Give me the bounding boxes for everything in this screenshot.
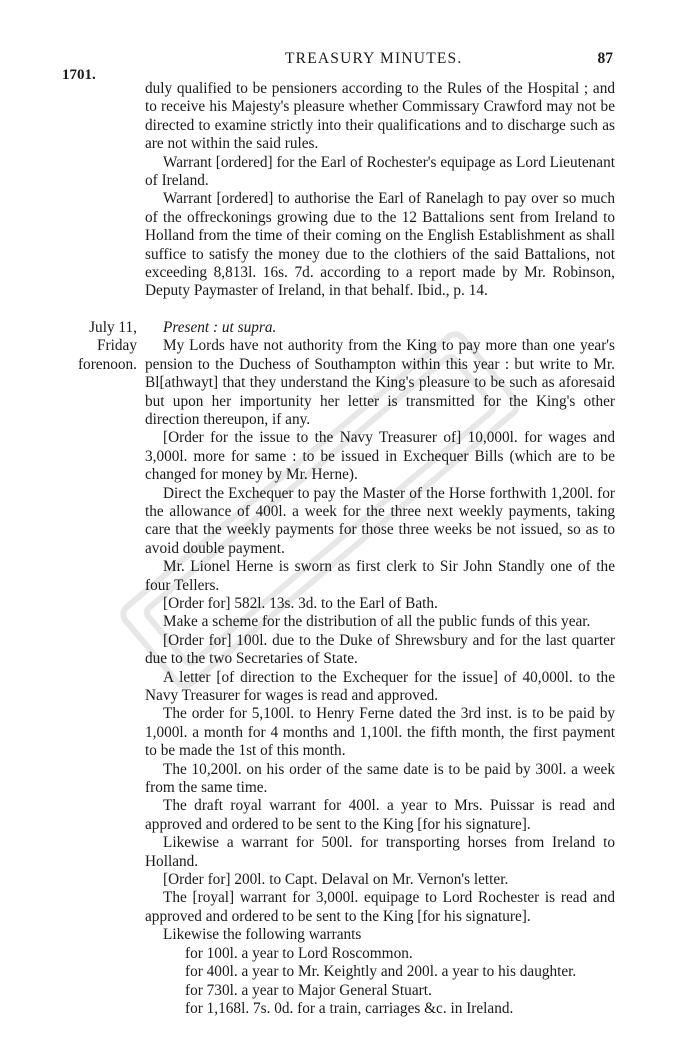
session-time: forenoon. (77, 355, 137, 373)
paragraph: Mr. Lionel Herne is sworn as first clerk to Sir John Standly one of the four Tellers. (145, 558, 615, 594)
warrant-item: for 730l. a year to Major General Stuart. (185, 981, 432, 999)
session-day: Friday (97, 337, 137, 355)
paragraph: The draft royal warrant for 400l. a year to Mrs. Puissar is read and approved and ordered to be sent to the King [for his signature]. (145, 797, 615, 833)
paragraph: Likewise a warrant for 500l. for transporting horses from Ireland to Holland. (145, 834, 615, 870)
paragraph: A letter [of direction to the Exchequer for the issue] of 40,000l. to the Navy Treasurer for wages is read and approved. (145, 668, 615, 704)
present-line: Present : ut supra. (163, 318, 277, 336)
page-number: 87 (597, 50, 613, 67)
paragraph: Direct the Exchequer to pay the Master of the Horse forthwith 1,200l. for the allowance of 400l. a week for the three next weekly payments, taking care that the weekly payments for those three weeks be not issued, so as to avoid double payment. (145, 484, 615, 557)
warrant-list (185, 945, 615, 1019)
session-entry (77, 318, 615, 429)
paragraph: [Order for] 582l. 13s. 3d. to the Earl of Bath. (163, 594, 438, 612)
page-title: TREASURY MINUTES. (285, 50, 463, 67)
warrant-item: for 1,168l. 7s. 0d. for a train, carriages &c. in Ireland. (185, 999, 514, 1017)
paragraph: My Lords have not authority from the King to pay more than one year's pension to the Duchess of Southampton within this year : but write to Mr. Bl[athwayt] that they understand the King's pleasure to be such as aforesaid but upon her importunity her letter is transmitted for the King's other direction thereupon, if any. (145, 337, 615, 428)
warrant-item: for 100l. a year to Lord Roscommon. (185, 944, 413, 962)
paragraph: The 10,200l. on his order of the same date is to be paid by 300l. a week from the same time. (145, 760, 615, 797)
paragraph: [Order for] 100l. due to the Duke of Shrewsbury and for the last quarter due to the two Secretaries of State. (145, 631, 615, 668)
paragraph: Warrant [ordered] to authorise the Earl of Ranelagh to pay over so much of the offreckonings growing due to the 12 Battalions sent from Ireland to Holland from the time of their coming on the English Establishment as shall suffice to satisfy the money due to the clothiers of the said Battalions, not exceeding 8,813l. 16s. 7d. according to a report made by Mr. Robinson, Deputy Paymaster of Ireland, in that behalf. Ibid., p. 14. (145, 190, 615, 300)
running-header (145, 50, 613, 72)
paragraph: duly qualified to be pensioners according to the Rules of the Hospital ; and to receive his Majesty's pleasure whether Commissary Crawford may not be directed to examine strictly into their qualifications and to discharge such as are not within the said rules. (145, 80, 615, 153)
warrants-intro: Likewise the following warrants (163, 926, 362, 944)
session-date: July 11, (89, 318, 137, 336)
paragraph: Make a scheme for the distribution of all the public funds of this year. (163, 613, 591, 631)
year-marginal-note: 1701. (62, 67, 96, 83)
paragraph: The [royal] warrant for 3,000l. equipage to Lord Rochester is read and approved and ordered to be sent to the King [for his signature]. (145, 889, 615, 925)
session-date-marginal (45, 319, 137, 374)
warrant-item: for 400l. a year to Mr. Keightly and 200l. a year to his daughter. (185, 963, 577, 981)
paragraph: [Order for the issue to the Navy Treasurer of] 10,000l. for wages and 3,000l. more for same : to be issued in Exchequer Bills (which are to be changed for money by Mr. Herne). (145, 429, 615, 484)
paragraph: Warrant [ordered] for the Earl of Rochester's equipage as Lord Lieutenant of Ireland. (145, 153, 615, 190)
paragraph: [Order for] 200l. to Capt. Delaval on Mr. Vernon's letter. (163, 871, 509, 889)
paragraph: The order for 5,100l. to Henry Ferne dated the 3rd inst. is to be paid by 1,000l. a month for 4 months and 1,100l. the fifth month, the first payment to be made the 1st of this month. (145, 705, 615, 760)
body-text (77, 80, 615, 1018)
